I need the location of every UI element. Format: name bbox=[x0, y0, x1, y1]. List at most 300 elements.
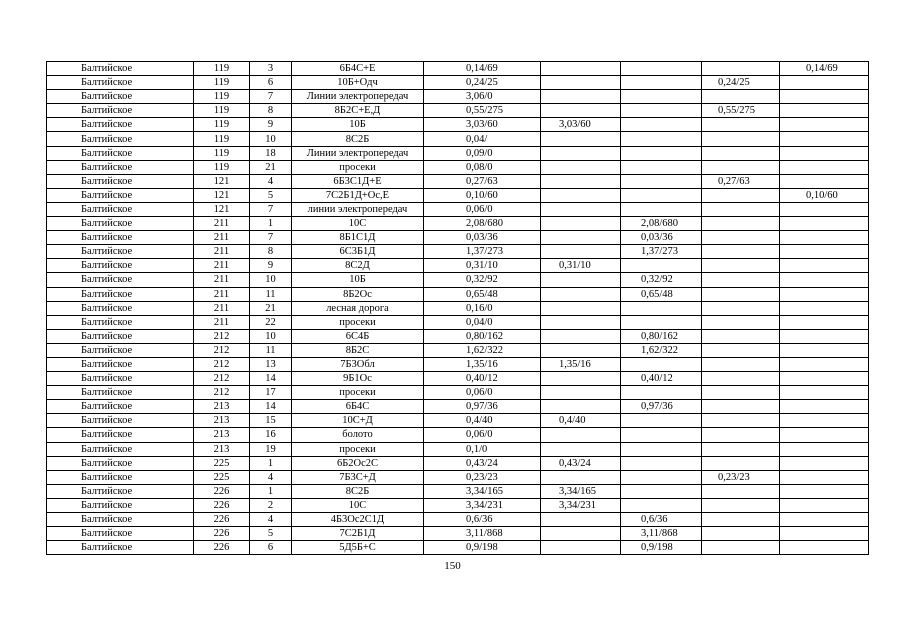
col-7-cell bbox=[621, 202, 702, 216]
col-8-cell bbox=[702, 513, 780, 527]
composition-cell: 10Б bbox=[292, 118, 424, 132]
col-7-cell bbox=[621, 315, 702, 329]
quarter-cell: 225 bbox=[194, 456, 250, 470]
quarter-cell: 121 bbox=[194, 202, 250, 216]
col-9-cell bbox=[780, 428, 869, 442]
quarter-cell: 212 bbox=[194, 343, 250, 357]
col-6-cell bbox=[541, 146, 621, 160]
col-9-cell bbox=[780, 202, 869, 216]
quarter-cell: 213 bbox=[194, 442, 250, 456]
col-7-cell: 0,65/48 bbox=[621, 287, 702, 301]
table-row bbox=[47, 62, 869, 76]
col-9-cell bbox=[780, 174, 869, 188]
quarter-cell: 119 bbox=[194, 132, 250, 146]
area-stock-cell: 3,34/231 bbox=[424, 498, 541, 512]
col-9-cell bbox=[780, 357, 869, 371]
col-6-cell bbox=[541, 231, 621, 245]
composition-cell: 9Б1Ос bbox=[292, 372, 424, 386]
plot-cell: 19 bbox=[250, 442, 292, 456]
plot-cell: 6 bbox=[250, 541, 292, 555]
col-6-cell bbox=[541, 442, 621, 456]
forest-district-cell: Балтийское bbox=[47, 301, 194, 315]
col-7-cell: 0,03/36 bbox=[621, 231, 702, 245]
area-stock-cell: 0,1/0 bbox=[424, 442, 541, 456]
plot-cell: 6 bbox=[250, 76, 292, 90]
col-8-cell bbox=[702, 343, 780, 357]
plot-cell: 10 bbox=[250, 273, 292, 287]
col-8-cell bbox=[702, 160, 780, 174]
col-6-cell bbox=[541, 329, 621, 343]
col-8-cell bbox=[702, 527, 780, 541]
plot-cell: 7 bbox=[250, 90, 292, 104]
composition-cell: просеки bbox=[292, 315, 424, 329]
forest-district-cell: Балтийское bbox=[47, 132, 194, 146]
quarter-cell: 212 bbox=[194, 386, 250, 400]
table-row bbox=[47, 541, 869, 555]
col-9-cell bbox=[780, 527, 869, 541]
col-8-cell bbox=[702, 484, 780, 498]
composition-cell: просеки bbox=[292, 160, 424, 174]
area-stock-cell: 3,11/868 bbox=[424, 527, 541, 541]
col-7-cell bbox=[621, 428, 702, 442]
composition-cell: 7Б3Обл bbox=[292, 357, 424, 371]
plot-cell: 21 bbox=[250, 160, 292, 174]
table-row bbox=[47, 273, 869, 287]
col-6-cell: 0,4/40 bbox=[541, 414, 621, 428]
area-stock-cell: 0,04/0 bbox=[424, 315, 541, 329]
quarter-cell: 211 bbox=[194, 315, 250, 329]
col-8-cell bbox=[702, 414, 780, 428]
forest-district-cell: Балтийское bbox=[47, 231, 194, 245]
table-row bbox=[47, 217, 869, 231]
forest-district-cell: Балтийское bbox=[47, 386, 194, 400]
quarter-cell: 211 bbox=[194, 259, 250, 273]
col-6-cell bbox=[541, 343, 621, 357]
col-6-cell bbox=[541, 90, 621, 104]
col-8-cell bbox=[702, 301, 780, 315]
col-9-cell bbox=[780, 315, 869, 329]
col-9-cell bbox=[780, 231, 869, 245]
col-9-cell: 0,10/60 bbox=[780, 188, 869, 202]
area-stock-cell: 0,06/0 bbox=[424, 428, 541, 442]
plot-cell: 11 bbox=[250, 343, 292, 357]
plot-cell: 2 bbox=[250, 498, 292, 512]
col-7-cell bbox=[621, 104, 702, 118]
forest-district-cell: Балтийское bbox=[47, 372, 194, 386]
col-9-cell bbox=[780, 541, 869, 555]
col-6-cell: 1,35/16 bbox=[541, 357, 621, 371]
col-8-cell bbox=[702, 315, 780, 329]
quarter-cell: 119 bbox=[194, 62, 250, 76]
quarter-cell: 225 bbox=[194, 470, 250, 484]
quarter-cell: 226 bbox=[194, 498, 250, 512]
col-9-cell bbox=[780, 301, 869, 315]
area-stock-cell: 0,32/92 bbox=[424, 273, 541, 287]
col-6-cell: 3,03/60 bbox=[541, 118, 621, 132]
composition-cell: 10Б+Одч bbox=[292, 76, 424, 90]
area-stock-cell: 0,65/48 bbox=[424, 287, 541, 301]
col-7-cell bbox=[621, 188, 702, 202]
area-stock-cell: 0,43/24 bbox=[424, 456, 541, 470]
col-6-cell bbox=[541, 62, 621, 76]
area-stock-cell: 0,40/12 bbox=[424, 372, 541, 386]
col-6-cell bbox=[541, 513, 621, 527]
col-8-cell bbox=[702, 428, 780, 442]
forest-district-cell: Балтийское bbox=[47, 188, 194, 202]
col-7-cell: 0,40/12 bbox=[621, 372, 702, 386]
col-8-cell bbox=[702, 372, 780, 386]
col-6-cell: 3,34/165 bbox=[541, 484, 621, 498]
table-row bbox=[47, 343, 869, 357]
col-8-cell bbox=[702, 231, 780, 245]
col-9-cell bbox=[780, 273, 869, 287]
col-6-cell bbox=[541, 287, 621, 301]
area-stock-cell: 0,9/198 bbox=[424, 541, 541, 555]
plot-cell: 1 bbox=[250, 217, 292, 231]
table-row bbox=[47, 301, 869, 315]
table-row bbox=[47, 470, 869, 484]
col-7-cell bbox=[621, 160, 702, 174]
col-6-cell bbox=[541, 527, 621, 541]
forest-district-cell: Балтийское bbox=[47, 315, 194, 329]
col-9-cell bbox=[780, 400, 869, 414]
forest-district-cell: Балтийское bbox=[47, 287, 194, 301]
col-9-cell bbox=[780, 386, 869, 400]
area-stock-cell: 0,23/23 bbox=[424, 470, 541, 484]
col-8-cell bbox=[702, 146, 780, 160]
composition-cell: 8С2Б bbox=[292, 484, 424, 498]
area-stock-cell: 0,6/36 bbox=[424, 513, 541, 527]
col-6-cell bbox=[541, 428, 621, 442]
quarter-cell: 213 bbox=[194, 414, 250, 428]
table-row bbox=[47, 414, 869, 428]
plot-cell: 13 bbox=[250, 357, 292, 371]
col-8-cell bbox=[702, 498, 780, 512]
plot-cell: 8 bbox=[250, 104, 292, 118]
col-7-cell bbox=[621, 146, 702, 160]
col-9-cell bbox=[780, 160, 869, 174]
quarter-cell: 226 bbox=[194, 541, 250, 555]
col-8-cell bbox=[702, 541, 780, 555]
plot-cell: 10 bbox=[250, 132, 292, 146]
col-8-cell: 0,23/23 bbox=[702, 470, 780, 484]
quarter-cell: 211 bbox=[194, 217, 250, 231]
composition-cell: 7Б3С+Д bbox=[292, 470, 424, 484]
col-9-cell bbox=[780, 146, 869, 160]
quarter-cell: 212 bbox=[194, 372, 250, 386]
quarter-cell: 119 bbox=[194, 160, 250, 174]
forest-district-cell: Балтийское bbox=[47, 245, 194, 259]
col-9-cell bbox=[780, 414, 869, 428]
quarter-cell: 226 bbox=[194, 513, 250, 527]
forest-district-cell: Балтийское bbox=[47, 62, 194, 76]
col-9-cell bbox=[780, 217, 869, 231]
forest-district-cell: Балтийское bbox=[47, 470, 194, 484]
col-9-cell bbox=[780, 118, 869, 132]
col-9-cell bbox=[780, 456, 869, 470]
col-7-cell: 3,11/868 bbox=[621, 527, 702, 541]
quarter-cell: 211 bbox=[194, 287, 250, 301]
col-9-cell bbox=[780, 484, 869, 498]
col-7-cell bbox=[621, 90, 702, 104]
col-7-cell bbox=[621, 259, 702, 273]
col-9-cell bbox=[780, 513, 869, 527]
composition-cell: 8Б2С bbox=[292, 343, 424, 357]
plot-cell: 15 bbox=[250, 414, 292, 428]
composition-cell: 10Б bbox=[292, 273, 424, 287]
plot-cell: 7 bbox=[250, 202, 292, 216]
forest-district-cell: Балтийское bbox=[47, 259, 194, 273]
col-8-cell: 0,24/25 bbox=[702, 76, 780, 90]
composition-cell: 7С2Б1Д+Ос,Е bbox=[292, 188, 424, 202]
col-8-cell bbox=[702, 132, 780, 146]
area-stock-cell: 0,31/10 bbox=[424, 259, 541, 273]
table-row bbox=[47, 118, 869, 132]
col-6-cell bbox=[541, 160, 621, 174]
col-9-cell bbox=[780, 259, 869, 273]
plot-cell: 16 bbox=[250, 428, 292, 442]
forest-district-cell: Балтийское bbox=[47, 498, 194, 512]
col-7-cell: 2,08/680 bbox=[621, 217, 702, 231]
col-8-cell bbox=[702, 259, 780, 273]
col-6-cell: 0,43/24 bbox=[541, 456, 621, 470]
area-stock-cell: 1,37/273 bbox=[424, 245, 541, 259]
area-stock-cell: 0,06/0 bbox=[424, 386, 541, 400]
area-stock-cell: 0,06/0 bbox=[424, 202, 541, 216]
plot-cell: 9 bbox=[250, 259, 292, 273]
area-stock-cell: 0,4/40 bbox=[424, 414, 541, 428]
table-row bbox=[47, 90, 869, 104]
forest-district-cell: Балтийское bbox=[47, 357, 194, 371]
quarter-cell: 119 bbox=[194, 76, 250, 90]
col-8-cell bbox=[702, 202, 780, 216]
forest-district-cell: Балтийское bbox=[47, 414, 194, 428]
quarter-cell: 226 bbox=[194, 527, 250, 541]
col-8-cell bbox=[702, 62, 780, 76]
area-stock-cell: 0,16/0 bbox=[424, 301, 541, 315]
plot-cell: 14 bbox=[250, 372, 292, 386]
table-row bbox=[47, 202, 869, 216]
composition-cell: 8Б1С1Д bbox=[292, 231, 424, 245]
composition-cell: 6С4Б bbox=[292, 329, 424, 343]
composition-cell: Линии электропередач bbox=[292, 146, 424, 160]
forest-district-cell: Балтийское bbox=[47, 484, 194, 498]
col-6-cell bbox=[541, 104, 621, 118]
col-8-cell bbox=[702, 217, 780, 231]
table-row bbox=[47, 315, 869, 329]
composition-cell: линии электропередач bbox=[292, 202, 424, 216]
quarter-cell: 119 bbox=[194, 118, 250, 132]
composition-cell: просеки bbox=[292, 386, 424, 400]
table-row bbox=[47, 484, 869, 498]
composition-cell: 6Б2Ос2С bbox=[292, 456, 424, 470]
col-8-cell bbox=[702, 188, 780, 202]
plot-cell: 21 bbox=[250, 301, 292, 315]
col-9-cell bbox=[780, 132, 869, 146]
col-6-cell bbox=[541, 174, 621, 188]
area-stock-cell: 0,09/0 bbox=[424, 146, 541, 160]
plot-cell: 7 bbox=[250, 231, 292, 245]
quarter-cell: 213 bbox=[194, 428, 250, 442]
forest-district-cell: Балтийское bbox=[47, 273, 194, 287]
col-6-cell bbox=[541, 386, 621, 400]
quarter-cell: 213 bbox=[194, 400, 250, 414]
composition-cell: 5Д5Б+С bbox=[292, 541, 424, 555]
table-row bbox=[47, 357, 869, 371]
area-stock-cell: 0,80/162 bbox=[424, 329, 541, 343]
table-row bbox=[47, 498, 869, 512]
col-6-cell bbox=[541, 273, 621, 287]
area-stock-cell: 3,34/165 bbox=[424, 484, 541, 498]
col-7-cell bbox=[621, 498, 702, 512]
forest-inventory-table bbox=[46, 61, 869, 555]
col-7-cell bbox=[621, 132, 702, 146]
table-row bbox=[47, 174, 869, 188]
col-6-cell bbox=[541, 541, 621, 555]
plot-cell: 4 bbox=[250, 513, 292, 527]
col-7-cell bbox=[621, 386, 702, 400]
composition-cell: 10С bbox=[292, 498, 424, 512]
col-6-cell bbox=[541, 301, 621, 315]
table-row bbox=[47, 76, 869, 90]
col-6-cell bbox=[541, 245, 621, 259]
col-7-cell: 0,32/92 bbox=[621, 273, 702, 287]
forest-district-cell: Балтийское bbox=[47, 527, 194, 541]
quarter-cell: 211 bbox=[194, 301, 250, 315]
col-8-cell bbox=[702, 90, 780, 104]
forest-district-cell: Балтийское bbox=[47, 76, 194, 90]
col-9-cell bbox=[780, 329, 869, 343]
col-6-cell bbox=[541, 372, 621, 386]
col-6-cell bbox=[541, 217, 621, 231]
composition-cell: просеки bbox=[292, 442, 424, 456]
col-6-cell bbox=[541, 400, 621, 414]
col-9-cell bbox=[780, 498, 869, 512]
composition-cell: 10С bbox=[292, 217, 424, 231]
plot-cell: 3 bbox=[250, 62, 292, 76]
plot-cell: 4 bbox=[250, 470, 292, 484]
table-row bbox=[47, 259, 869, 273]
forest-district-cell: Балтийское bbox=[47, 118, 194, 132]
quarter-cell: 119 bbox=[194, 146, 250, 160]
quarter-cell: 121 bbox=[194, 174, 250, 188]
forest-district-cell: Балтийское bbox=[47, 90, 194, 104]
col-7-cell: 1,62/322 bbox=[621, 343, 702, 357]
col-8-cell bbox=[702, 400, 780, 414]
col-9-cell bbox=[780, 442, 869, 456]
plot-cell: 14 bbox=[250, 400, 292, 414]
forest-district-cell: Балтийское bbox=[47, 513, 194, 527]
col-7-cell bbox=[621, 76, 702, 90]
composition-cell: 6Б4С bbox=[292, 400, 424, 414]
table-body bbox=[47, 62, 869, 555]
forest-district-cell: Балтийское bbox=[47, 541, 194, 555]
plot-cell: 8 bbox=[250, 245, 292, 259]
table-row bbox=[47, 287, 869, 301]
forest-district-cell: Балтийское bbox=[47, 343, 194, 357]
table-row bbox=[47, 132, 869, 146]
col-8-cell bbox=[702, 118, 780, 132]
table-row bbox=[47, 146, 869, 160]
quarter-cell: 211 bbox=[194, 231, 250, 245]
plot-cell: 5 bbox=[250, 527, 292, 541]
col-8-cell bbox=[702, 386, 780, 400]
plot-cell: 1 bbox=[250, 456, 292, 470]
table-row bbox=[47, 245, 869, 259]
plot-cell: 9 bbox=[250, 118, 292, 132]
table-row bbox=[47, 104, 869, 118]
col-6-cell: 3,34/231 bbox=[541, 498, 621, 512]
quarter-cell: 212 bbox=[194, 357, 250, 371]
plot-cell: 1 bbox=[250, 484, 292, 498]
col-7-cell bbox=[621, 301, 702, 315]
col-9-cell bbox=[780, 287, 869, 301]
col-7-cell bbox=[621, 456, 702, 470]
col-6-cell bbox=[541, 315, 621, 329]
col-8-cell bbox=[702, 357, 780, 371]
quarter-cell: 121 bbox=[194, 188, 250, 202]
plot-cell: 11 bbox=[250, 287, 292, 301]
col-9-cell bbox=[780, 372, 869, 386]
area-stock-cell: 2,08/680 bbox=[424, 217, 541, 231]
forest-district-cell: Балтийское bbox=[47, 329, 194, 343]
col-7-cell: 0,6/36 bbox=[621, 513, 702, 527]
table-row bbox=[47, 513, 869, 527]
page-number: 150 bbox=[444, 560, 461, 572]
col-7-cell: 0,97/36 bbox=[621, 400, 702, 414]
col-7-cell: 1,37/273 bbox=[621, 245, 702, 259]
col-7-cell bbox=[621, 470, 702, 484]
col-8-cell bbox=[702, 245, 780, 259]
area-stock-cell: 1,62/322 bbox=[424, 343, 541, 357]
composition-cell: 8Б2С+Е,Д bbox=[292, 104, 424, 118]
col-6-cell bbox=[541, 132, 621, 146]
quarter-cell: 211 bbox=[194, 273, 250, 287]
composition-cell: 8С2Д bbox=[292, 259, 424, 273]
composition-cell: 8Б2Ос bbox=[292, 287, 424, 301]
composition-cell: 6Б4С+Е bbox=[292, 62, 424, 76]
composition-cell: 6Б3С1Д+Е bbox=[292, 174, 424, 188]
col-7-cell bbox=[621, 484, 702, 498]
col-8-cell: 0,55/275 bbox=[702, 104, 780, 118]
area-stock-cell: 0,24/25 bbox=[424, 76, 541, 90]
table-row bbox=[47, 400, 869, 414]
area-stock-cell: 3,06/0 bbox=[424, 90, 541, 104]
composition-cell: 4Б3Ос2С1Д bbox=[292, 513, 424, 527]
quarter-cell: 119 bbox=[194, 104, 250, 118]
composition-cell: 10С+Д bbox=[292, 414, 424, 428]
forest-district-cell: Балтийское bbox=[47, 400, 194, 414]
area-stock-cell: 0,97/36 bbox=[424, 400, 541, 414]
table-row bbox=[47, 160, 869, 174]
plot-cell: 17 bbox=[250, 386, 292, 400]
forest-district-cell: Балтийское bbox=[47, 202, 194, 216]
area-stock-cell: 0,14/69 bbox=[424, 62, 541, 76]
forest-district-cell: Балтийское bbox=[47, 174, 194, 188]
col-8-cell bbox=[702, 456, 780, 470]
area-stock-cell: 0,27/63 bbox=[424, 174, 541, 188]
quarter-cell: 211 bbox=[194, 245, 250, 259]
quarter-cell: 119 bbox=[194, 90, 250, 104]
col-7-cell bbox=[621, 414, 702, 428]
col-7-cell bbox=[621, 62, 702, 76]
composition-cell: 6С3Б1Д bbox=[292, 245, 424, 259]
col-9-cell bbox=[780, 104, 869, 118]
col-9-cell bbox=[780, 245, 869, 259]
table-row bbox=[47, 442, 869, 456]
col-8-cell: 0,27/63 bbox=[702, 174, 780, 188]
forest-district-cell: Балтийское bbox=[47, 217, 194, 231]
